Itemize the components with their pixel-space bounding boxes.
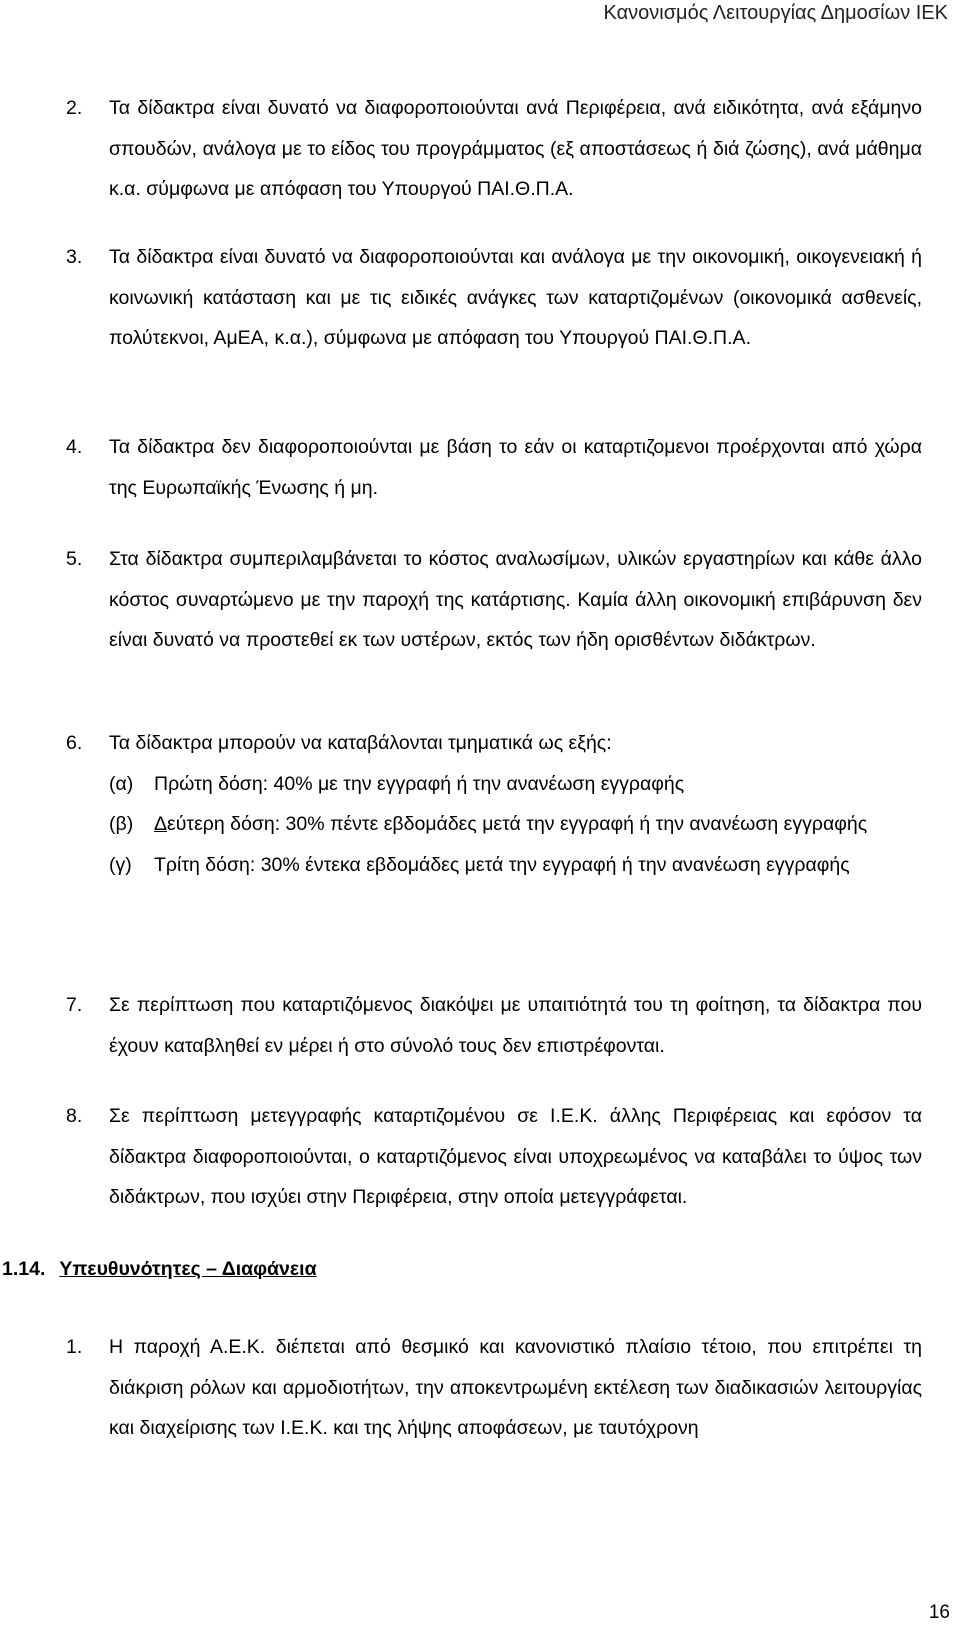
item-text: Σε περίπτωση που καταρτιζόμενος διακόψει με υπαιτιότητά του τη φοίτηση, τα δίδακτρα που έχουν καταβληθεί εν μέρει ή στο σύνολό τους δεν επιστρέφονται. bbox=[109, 994, 922, 1057]
section-number: 1.14. bbox=[2, 1258, 46, 1280]
list-item bbox=[66, 427, 922, 508]
subitem-third-installment bbox=[109, 845, 922, 886]
subitem-text: εύτερη δόση: 30% πέντε εβδομάδες μετά την εγγραφή ή την ανανέωση εγγραφής bbox=[167, 813, 868, 835]
subitem-first-installment bbox=[109, 764, 922, 805]
subitem-text: Πρώτη δόση: 40% με την εγγραφή ή την ανανέωση εγγραφής bbox=[154, 772, 685, 795]
subitem-label: (γ) bbox=[109, 853, 132, 876]
item-number: 4. bbox=[66, 436, 83, 458]
item-number: 2. bbox=[66, 97, 83, 119]
item-number: 5. bbox=[66, 548, 83, 570]
subitem-label: (β) bbox=[109, 813, 134, 835]
list-item bbox=[66, 1327, 922, 1449]
page-number: 16 bbox=[928, 1602, 950, 1623]
item-text: Τα δίδακτρα δεν διαφοροποιούνται με βάση το εάν οι καταρτιζομενοι προέρχονται από χώρα της Ευρωπαϊκής Ένωσης ή μη. bbox=[109, 436, 922, 499]
list-item bbox=[66, 237, 922, 359]
subitem-text-wrapper bbox=[154, 804, 922, 845]
item-text: Τα δίδακτρα είναι δυνατό να διαφοροποιούνται και ανάλογα με την οικονομική, οικογενειακή ή κοινωνική κατάσταση και με τις ειδικές ανάγκες των καταρτιζομένων (οικονομικά ασθενείς, πολύτεκνοι, ΑμΕΑ, κ.α.), σύμφωνα με απόφαση του Υπουργού ΠΑΙ.Θ.Π.Α. bbox=[109, 246, 922, 349]
item-number: 3. bbox=[66, 246, 83, 268]
list-item bbox=[66, 539, 922, 661]
item-body bbox=[109, 723, 922, 885]
list-item-installments bbox=[66, 723, 922, 885]
subitem-text: Τρίτη δόση: 30% έντεκα εβδομάδες μετά την εγγραφή ή την ανανέωση εγγραφής bbox=[154, 853, 850, 876]
underlined-letter: Δ bbox=[154, 813, 168, 835]
section-heading bbox=[2, 1255, 317, 1283]
list-item bbox=[66, 985, 922, 1066]
subitem-label: (α) bbox=[109, 772, 134, 795]
item-number: 6. bbox=[66, 732, 83, 754]
item-number: 8. bbox=[66, 1105, 83, 1127]
subitem-second-installment bbox=[109, 804, 922, 845]
item-number: 7. bbox=[66, 994, 83, 1016]
item-text: Τα δίδακτρα είναι δυνατό να διαφοροποιούνται ανά Περιφέρεια, ανά ειδικότητα, ανά εξάμηνο σπουδών, ανάλογα με το είδος του προγράμματος (εξ αποστάσεως ή διά ζώσης), ανά μάθημα κ.α. σύμφωνα με απόφαση του Υπουργού ΠΑΙ.Θ.Π.Α. bbox=[109, 97, 922, 200]
item-text: Στα δίδακτρα συμπεριλαμβάνεται το κόστος αναλωσίμων, υλικών εργαστηρίων και κάθε άλλο κόστος συναρτώμενο με την παροχή της κατάρτισης. Καμία άλλη οικονομική επιβάρυνση δεν είναι δυνατό να προστεθεί εκ των υστέρων, εκτός των ήδη ορισθέντων διδάκτρων. bbox=[109, 548, 922, 651]
list-item bbox=[66, 1096, 922, 1218]
item-text: Σε περίπτωση μετεγγραφής καταρτιζομένου σε Ι.Ε.Κ. άλλης Περιφέρειας και εφόσον τα δίδακτρα διαφοροποιούνται, ο καταρτιζόμενος είναι υποχρεωμένος να καταβάλει το ύψος των διδάκτρων, που ισχύει στην Περιφέρεια, στην οποία μετεγγράφεται. bbox=[109, 1105, 922, 1208]
section-title: Υπευθυνότητες – Διαφάνεια bbox=[59, 1258, 317, 1280]
item-text: Η παροχή Α.Ε.Κ. διέπεται από θεσμικό και κανονιστικό πλαίσιο τέτοιο, που επιτρέπει τη διάκριση ρόλων και αρμοδιοτήτων, την αποκεντρωμένη εκτέλεση των διαδικασιών λειτουργίας και διαχείρισης των Ι.Ε.Κ. και της λήψης αποφάσεων, με ταυτόχρονη bbox=[109, 1336, 922, 1439]
running-header: Κανονισμός Λειτουργίας Δημοσίων ΙΕΚ bbox=[603, 2, 948, 24]
item-intro: Τα δίδακτρα μπορούν να καταβάλονται τμηματικά ως εξής: bbox=[109, 732, 612, 754]
list-item bbox=[66, 88, 922, 210]
item-number: 1. bbox=[66, 1336, 83, 1358]
